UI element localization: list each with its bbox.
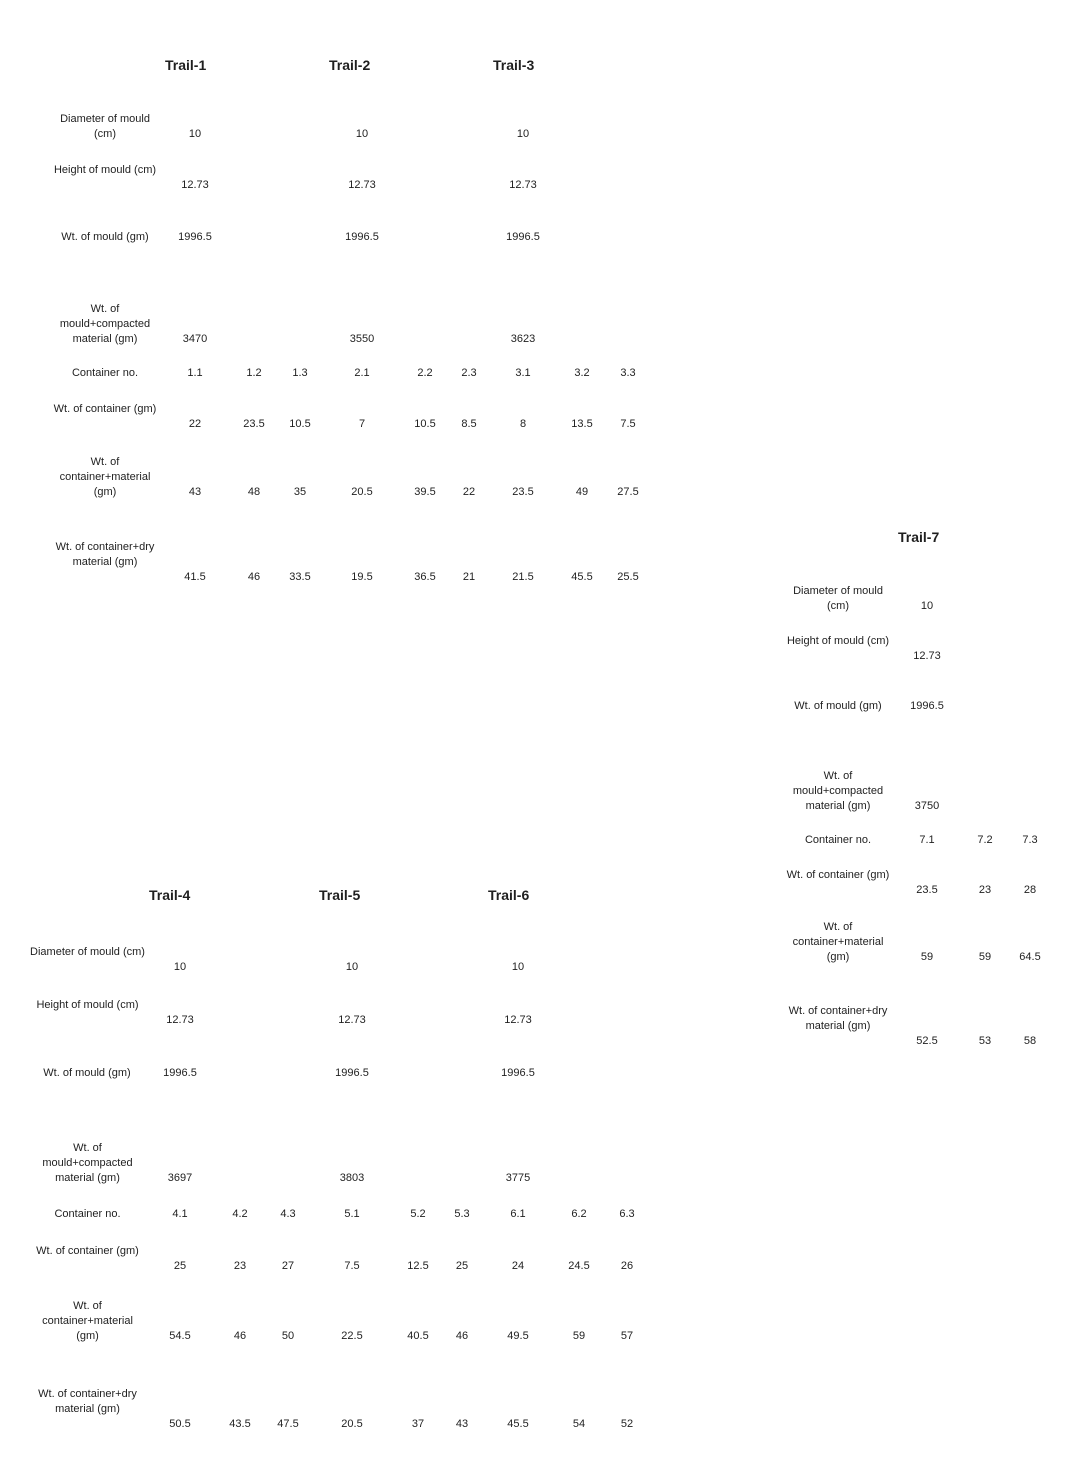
row-label-wt-mould: Wt. of mould (gm)	[794, 700, 882, 712]
cell: 59	[572, 1330, 586, 1342]
cell: 54.5	[169, 1330, 191, 1342]
cell: 1996.5	[345, 231, 379, 243]
cell: 46	[233, 1330, 247, 1342]
cell: 3750	[914, 800, 940, 812]
row-label-wt-mould: Wt. of mould (gm)	[43, 1067, 131, 1079]
cell: 8.5	[461, 418, 477, 430]
cell: 24.5	[568, 1260, 590, 1272]
row-label-height: Height of mould (cm)	[53, 164, 157, 176]
cell: 53	[978, 1035, 992, 1047]
cell: 12.5	[407, 1260, 429, 1272]
cell: 23	[978, 884, 992, 896]
cell: 43.5	[229, 1418, 251, 1430]
cell: 3697	[167, 1172, 193, 1184]
cell: 5.2	[410, 1208, 426, 1220]
cell: 10	[188, 128, 202, 140]
cell: 45.5	[507, 1418, 529, 1430]
row-label-wt-container-dry: Wt. of container+dry material (gm)	[38, 1388, 137, 1415]
cell: 2.1	[354, 367, 370, 379]
cell: 50	[281, 1330, 295, 1342]
cell: 46	[455, 1330, 469, 1342]
cell: 52	[620, 1418, 634, 1430]
cell: 43	[188, 486, 202, 498]
cell: 1.1	[187, 367, 203, 379]
cell: 1996.5	[910, 700, 944, 712]
cell: 3470	[182, 333, 208, 345]
cell: 4.3	[280, 1208, 296, 1220]
cell: 12.73	[181, 179, 209, 191]
cell: 59	[978, 951, 992, 963]
cell: 4.1	[172, 1208, 188, 1220]
cell: 35	[293, 486, 307, 498]
trail-3-title: Trail-3	[493, 57, 535, 73]
cell: 37	[411, 1418, 425, 1430]
cell: 12.73	[509, 179, 537, 191]
cell: 26	[620, 1260, 634, 1272]
cell: 47.5	[277, 1418, 299, 1430]
trail-7-title: Trail-7	[898, 529, 940, 545]
cell: 10	[355, 128, 369, 140]
cell: 1.3	[292, 367, 308, 379]
cell: 20.5	[341, 1418, 363, 1430]
cell: 23	[233, 1260, 247, 1272]
cell: 54	[572, 1418, 586, 1430]
row-label-wt-container: Wt. of container (gm)	[786, 869, 890, 881]
trail-2-title: Trail-2	[329, 57, 371, 73]
cell: 10	[345, 961, 359, 973]
cell: 23.5	[512, 486, 534, 498]
cell: 2.2	[417, 367, 433, 379]
row-label-wt-mould-compacted: Wt. of mould+compacted material (gm)	[59, 303, 151, 345]
row-label-wt-container-dry: Wt. of container+dry material (gm)	[788, 1005, 888, 1032]
cell: 10.5	[289, 418, 311, 430]
trail-5-title: Trail-5	[319, 887, 361, 903]
cell: 1996.5	[506, 231, 540, 243]
cell: 12.73	[348, 179, 376, 191]
cell: 7	[358, 418, 366, 430]
cell: 59	[920, 951, 934, 963]
cell: 27	[281, 1260, 295, 1272]
cell: 7.3	[1022, 834, 1038, 846]
cell: 8	[519, 418, 527, 430]
row-label-wt-container: Wt. of container (gm)	[53, 403, 157, 415]
cell: 49.5	[507, 1330, 529, 1342]
cell: 22	[462, 486, 476, 498]
cell: 12.73	[338, 1014, 366, 1026]
cell: 7.5	[344, 1260, 360, 1272]
cell: 2.3	[461, 367, 477, 379]
cell: 1996.5	[501, 1067, 535, 1079]
cell: 10	[173, 961, 187, 973]
row-label-wt-container-material: Wt. of container+material (gm)	[792, 921, 884, 963]
row-label-wt-container-material: Wt. of container+material (gm)	[42, 1300, 133, 1342]
row-label-wt-container-dry: Wt. of container+dry material (gm)	[55, 541, 155, 568]
cell: 6.1	[510, 1208, 526, 1220]
row-label-diameter: Diameter of mould (cm)	[60, 113, 150, 140]
row-label-container-no: Container no.	[54, 1208, 121, 1220]
cell: 19.5	[351, 571, 373, 583]
row-label-container-no: Container no.	[804, 834, 872, 846]
cell: 25.5	[617, 571, 639, 583]
cell: 43	[455, 1418, 469, 1430]
cell: 36.5	[414, 571, 436, 583]
cell: 7.2	[977, 834, 993, 846]
cell: 25	[173, 1260, 187, 1272]
trail-4-title: Trail-4	[149, 887, 191, 903]
trail-1-title: Trail-1	[165, 57, 207, 73]
cell: 22	[188, 418, 202, 430]
cell: 4.2	[232, 1208, 248, 1220]
cell: 6.3	[619, 1208, 635, 1220]
cell: 58	[1023, 1035, 1037, 1047]
cell: 3550	[349, 333, 375, 345]
row-label-height: Height of mould (cm)	[786, 635, 890, 647]
cell: 1996.5	[163, 1067, 197, 1079]
cell: 23.5	[243, 418, 265, 430]
cell: 10.5	[414, 418, 436, 430]
cell: 41.5	[184, 571, 206, 583]
cell: 12.73	[504, 1014, 532, 1026]
cell: 22.5	[341, 1330, 363, 1342]
trail-6-title: Trail-6	[488, 887, 530, 903]
cell: 3.3	[620, 367, 636, 379]
cell: 57	[620, 1330, 634, 1342]
cell: 3.1	[515, 367, 531, 379]
cell: 10	[516, 128, 530, 140]
cell: 48	[247, 486, 261, 498]
cell: 3623	[510, 333, 536, 345]
cell: 49	[575, 486, 589, 498]
cell: 64.5	[1019, 951, 1041, 963]
cell: 21.5	[512, 571, 534, 583]
row-label-diameter: Diameter of mould (cm)	[30, 946, 145, 958]
row-label-wt-mould: Wt. of mould (gm)	[61, 231, 149, 243]
cell: 46	[247, 571, 261, 583]
row-label-container-no: Container no.	[71, 367, 139, 379]
cell: 25	[455, 1260, 469, 1272]
cell: 24	[511, 1260, 525, 1272]
cell: 6.2	[571, 1208, 587, 1220]
cell: 21	[462, 571, 476, 583]
cell: 33.5	[289, 571, 311, 583]
cell: 3.2	[574, 367, 590, 379]
cell: 7.5	[620, 418, 636, 430]
row-label-wt-container-material: Wt. of container+material (gm)	[59, 456, 151, 498]
cell: 28	[1023, 884, 1037, 896]
cell: 10	[511, 961, 525, 973]
cell: 10	[920, 600, 934, 612]
cell: 40.5	[407, 1330, 429, 1342]
row-label-diameter: Diameter of mould (cm)	[793, 585, 883, 612]
cell: 7.1	[919, 834, 935, 846]
cell: 50.5	[169, 1418, 191, 1430]
cell: 52.5	[916, 1035, 938, 1047]
cell: 27.5	[617, 486, 639, 498]
cell: 1996.5	[335, 1067, 369, 1079]
cell: 12.73	[166, 1014, 194, 1026]
cell: 3803	[339, 1172, 365, 1184]
cell: 5.3	[454, 1208, 470, 1220]
cell: 12.73	[913, 650, 941, 662]
cell: 13.5	[571, 418, 593, 430]
cell: 20.5	[351, 486, 373, 498]
cell: 45.5	[571, 571, 593, 583]
cell: 3775	[505, 1172, 531, 1184]
row-label-wt-container: Wt. of container (gm)	[36, 1245, 139, 1257]
row-label-wt-mould-compacted: Wt. of mould+compacted material (gm)	[792, 770, 884, 812]
row-label-wt-mould-compacted: Wt. of mould+compacted material (gm)	[42, 1142, 133, 1184]
cell: 5.1	[344, 1208, 360, 1220]
row-label-height: Height of mould (cm)	[36, 999, 139, 1011]
cell: 1996.5	[178, 231, 212, 243]
cell: 23.5	[916, 884, 938, 896]
cell: 39.5	[414, 486, 436, 498]
cell: 1.2	[246, 367, 262, 379]
